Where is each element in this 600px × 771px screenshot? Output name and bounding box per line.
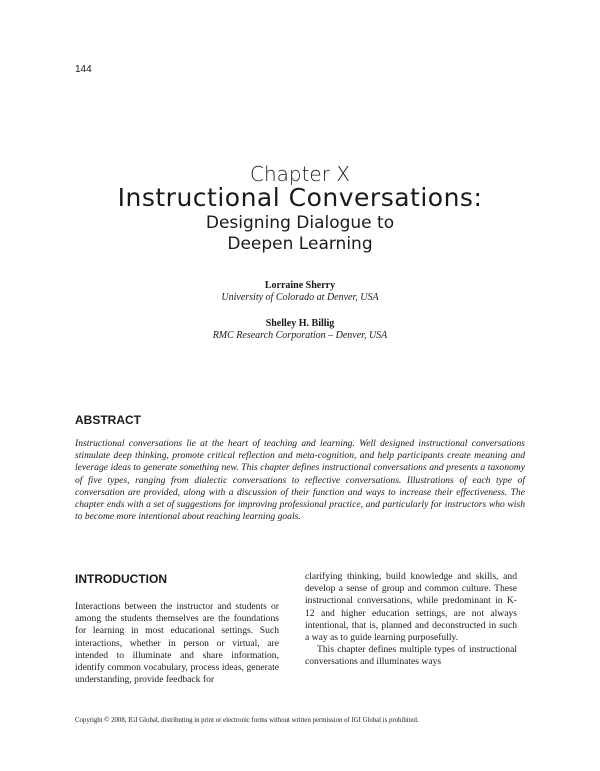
intro-left-column xyxy=(75,601,279,686)
author-name: Lorraine Sherry xyxy=(264,280,336,291)
author-name: Shelley H. Billig xyxy=(265,318,335,329)
chapter-subtitle-line: Deepen Learning xyxy=(227,234,373,254)
abstract-text: Instructional conversations lie at the heart of teaching and learning. Well designed instructional conversations stimulate deep thinking, promote critical reflection and meta-cognition, and help participants create meaning and leverage ideas to generate something new. This chapter defines instructional conversations and presents a taxonomy of five types, ranging from dialectic conversations to reflective conversations. Illustrations of each type of conversation are provided, along with a discussion of their function and ways to increase their effectiveness. The chapter ends with a set of suggestions for improving professional practice, and particularly for instructors who wish to become more intentional about reaching learning goals. xyxy=(75,438,525,523)
chapter-title: Instructional Conversations: xyxy=(117,183,483,212)
abstract-heading: ABSTRACT xyxy=(75,413,141,427)
intro-paragraph: This chapter defines multiple types of instructional conversations and illuminates ways xyxy=(305,644,517,668)
chapter-label: Chapter X xyxy=(249,162,351,186)
author-affiliation: University of Colorado at Denver, USA xyxy=(221,292,379,303)
introduction-heading: INTRODUCTION xyxy=(75,572,167,586)
intro-right-column xyxy=(305,571,517,669)
chapter-subtitle xyxy=(0,213,600,255)
copyright-notice: Copyright © 2008, IGI Global, distributing in print or electronic forms without written permission of IGI Global is prohibited. xyxy=(75,717,419,724)
intro-paragraph: Interactions between the instructor and students or among the students themselves are the foundations for learning in most educational settings. Such interactions, whether in person or virtual, are intended to illuminate and share information, identify common vocabulary, process ideas, generate understanding, provide feedback for xyxy=(75,601,279,686)
author-affiliation: RMC Research Corporation – Denver, USA xyxy=(212,330,388,341)
page-number: 144 xyxy=(75,64,92,75)
chapter-subtitle-line: Designing Dialogue to xyxy=(205,213,395,233)
intro-paragraph: clarifying thinking, build knowledge and skills, and develop a sense of group and common culture. These instructional conversations, while predominant in K-12 and higher education settings, are not always intentional, that is, planned and deconstructed in such a way as to guide learning purposefully. xyxy=(305,571,517,644)
